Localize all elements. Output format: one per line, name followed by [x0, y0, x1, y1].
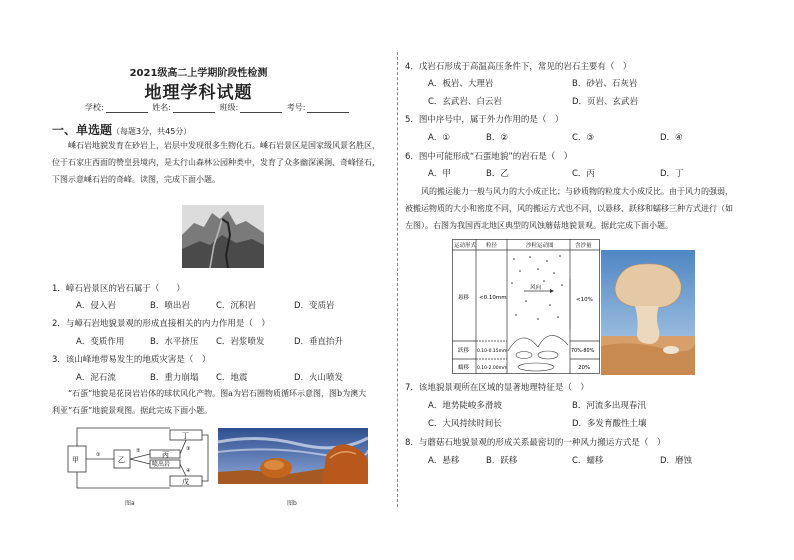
question-6: 6．图中可能形成“石蛋地貌”的岩石是（ ） — [405, 152, 573, 162]
class-blank[interactable] — [240, 104, 282, 113]
row-size: 0.10-0.15mm — [477, 349, 508, 354]
question-1: 1．嶂石岩景区的岩石属于（ ） — [52, 284, 185, 294]
name-label: 姓名: — [152, 103, 171, 112]
mushroom-rock-photo — [601, 250, 695, 375]
question-2: 2．与嶂石岩地貌景观的形成直接相关的内力作用是（ ） — [52, 319, 270, 329]
option[interactable]: B．重力崩塌 — [150, 373, 199, 383]
intro3-line: 左图）。右图为我国西北地区典型的风蚀蘑菇地貌景观。据此完成下面小题。 — [405, 221, 673, 230]
option[interactable]: D．④ — [660, 133, 683, 143]
option[interactable]: B．乙 — [486, 169, 509, 179]
option[interactable]: A．甲 — [428, 169, 451, 179]
table-header: 沙粒运动图 — [526, 243, 554, 249]
option[interactable]: C．沉积岩 — [216, 301, 256, 311]
table-header: 含沙量 — [575, 243, 592, 249]
intro1-line: 位于石家庄西面的赞皇县境内，是太行山森林公园种类中，发育了众多幽深溪涧、奇峰怪石， — [52, 158, 380, 167]
intro-passage-2 — [52, 385, 392, 419]
rock-cycle-diagram — [62, 422, 212, 494]
row-content: 70%-80% — [571, 349, 595, 354]
name-blank[interactable] — [173, 104, 215, 113]
id-label: 考号: — [286, 103, 306, 112]
zhangshiyan-peak-photo — [182, 205, 264, 268]
student-info — [85, 102, 351, 113]
subject-title: 地理学科试题 — [144, 83, 253, 103]
intro1-line: 嵊石岩地貌发育在砂岩上，岩层中发现很多生物化石。嵊石岩景区是国家级风景名胜区， — [68, 141, 380, 150]
option[interactable]: B．河流多出现春汛 — [572, 401, 646, 411]
svg-text:②: ② — [136, 448, 141, 454]
figure-b-caption: 图b — [287, 500, 297, 507]
row-form: 蠕移 — [458, 365, 470, 371]
option[interactable]: A．板岩、大理岩 — [428, 79, 494, 89]
option[interactable]: D．页岩、玄武岩 — [572, 97, 639, 107]
table-header: 运动形式 — [454, 243, 477, 249]
svg-text:③: ③ — [186, 446, 191, 452]
intro2-line: “石蛋”地貌是花岗岩岩体的球状风化产物。图a为岩石圈物质循环示意图，图b为澳大 — [68, 389, 367, 398]
svg-text:①: ① — [96, 452, 101, 458]
question-5: 5．图中序号中，属于外力作用的是（ ） — [405, 115, 564, 125]
column-divider — [397, 52, 398, 507]
row-content: <10% — [576, 297, 593, 303]
option[interactable]: D．丁 — [660, 169, 684, 179]
option[interactable]: B．喷出岩 — [150, 301, 190, 311]
option[interactable]: A．① — [428, 133, 450, 143]
question-7: 7．该地貌景观所在区域的显著地理特征是（ ） — [405, 383, 589, 393]
table-header: 粒径 — [486, 243, 498, 249]
option[interactable]: C．③ — [572, 133, 595, 143]
section-heading — [52, 121, 191, 138]
option[interactable]: A．悬移 — [428, 456, 460, 466]
option[interactable]: B．跃移 — [486, 456, 518, 466]
stone-egg-photo — [218, 428, 368, 484]
cycle-label-magma: 喷出岩 — [152, 461, 171, 468]
cycle-label-wu: 戊 — [182, 478, 189, 486]
intro1-line: 下图示意嵊石岩的奇峰。读图，完成下面小题。 — [52, 175, 220, 184]
question-3: 3．该山峰地带易发生的地质灾害是（ ） — [52, 355, 211, 365]
svg-text:④: ④ — [186, 468, 191, 474]
section-note: （每题3分，共45分） — [112, 127, 192, 136]
sand-transport-table — [452, 239, 600, 374]
intro-passage-1 — [52, 137, 392, 188]
option[interactable]: D．磨蚀 — [660, 456, 693, 466]
figure-a-caption: 图a — [125, 500, 135, 507]
question-4: 4．戊岩石形成于高温高压条件下，常见的岩石主要有（ ） — [405, 62, 632, 72]
option[interactable]: B．砂岩、石灰岩 — [572, 79, 638, 89]
row-size: <0.10mm — [479, 295, 507, 301]
option[interactable]: D．变质岩 — [294, 301, 335, 311]
option[interactable]: D．多发育酸性土壤 — [572, 419, 647, 429]
row-content: 20% — [578, 365, 591, 371]
option[interactable]: A．侵入岩 — [76, 301, 116, 311]
option[interactable]: B．② — [486, 133, 508, 143]
option[interactable]: C．蠕移 — [572, 456, 604, 466]
intro-passage-3 — [405, 183, 745, 234]
option[interactable]: C．地震 — [216, 373, 248, 383]
exam-title: 2021级高二上学期阶段性检测 — [129, 68, 268, 79]
option[interactable]: C．大风持续时间长 — [428, 419, 502, 429]
option[interactable]: D．垂直抬升 — [294, 337, 344, 347]
row-form: 悬移 — [458, 295, 470, 301]
row-form: 跃移 — [458, 348, 470, 354]
intro2-line: 利亚“石蛋”地貌景观图。据此完成下面小题。 — [52, 406, 213, 415]
cycle-label-jia: 甲 — [72, 456, 79, 464]
question-8: 8．与蘑菇石地貌景观的形成关系最密切的一种风力搬运方式是（ ） — [405, 438, 666, 448]
school-label: 学校: — [85, 103, 104, 112]
class-label: 班级: — [219, 103, 239, 112]
intro3-line: 风的搬运能力一般与风力的大小成正比；与砂质物的粒度大小成反比。由于风力的强弱， — [421, 187, 733, 196]
option[interactable]: A．泥石流 — [76, 373, 116, 383]
option[interactable]: A．变质作用 — [76, 337, 125, 347]
option[interactable]: C．岩浆喷发 — [216, 337, 265, 347]
cycle-label-yi: 乙 — [118, 456, 125, 464]
option[interactable]: A．地势陡峻多滑坡 — [428, 401, 502, 411]
school-blank[interactable] — [106, 104, 148, 113]
wind-label: 风向 — [530, 285, 542, 291]
option[interactable]: B．水平挤压 — [150, 337, 199, 347]
option[interactable]: D．火山喷发 — [294, 373, 344, 383]
option[interactable]: C．玄武岩、白云岩 — [428, 97, 502, 107]
row-size: 0.10-2.00mm — [477, 366, 508, 371]
cycle-label-bing: 丙 — [162, 451, 169, 459]
cycle-label-ding: 丁 — [182, 432, 189, 440]
section-title: 一、单选题 — [52, 123, 113, 137]
id-blank[interactable] — [307, 104, 349, 113]
option[interactable]: C．丙 — [572, 169, 595, 179]
intro3-line: 被搬运物质的大小和密度不同，风的搬运方式也不同，以悬移、跃移和蠕移三种方式进行（如 — [405, 204, 733, 213]
